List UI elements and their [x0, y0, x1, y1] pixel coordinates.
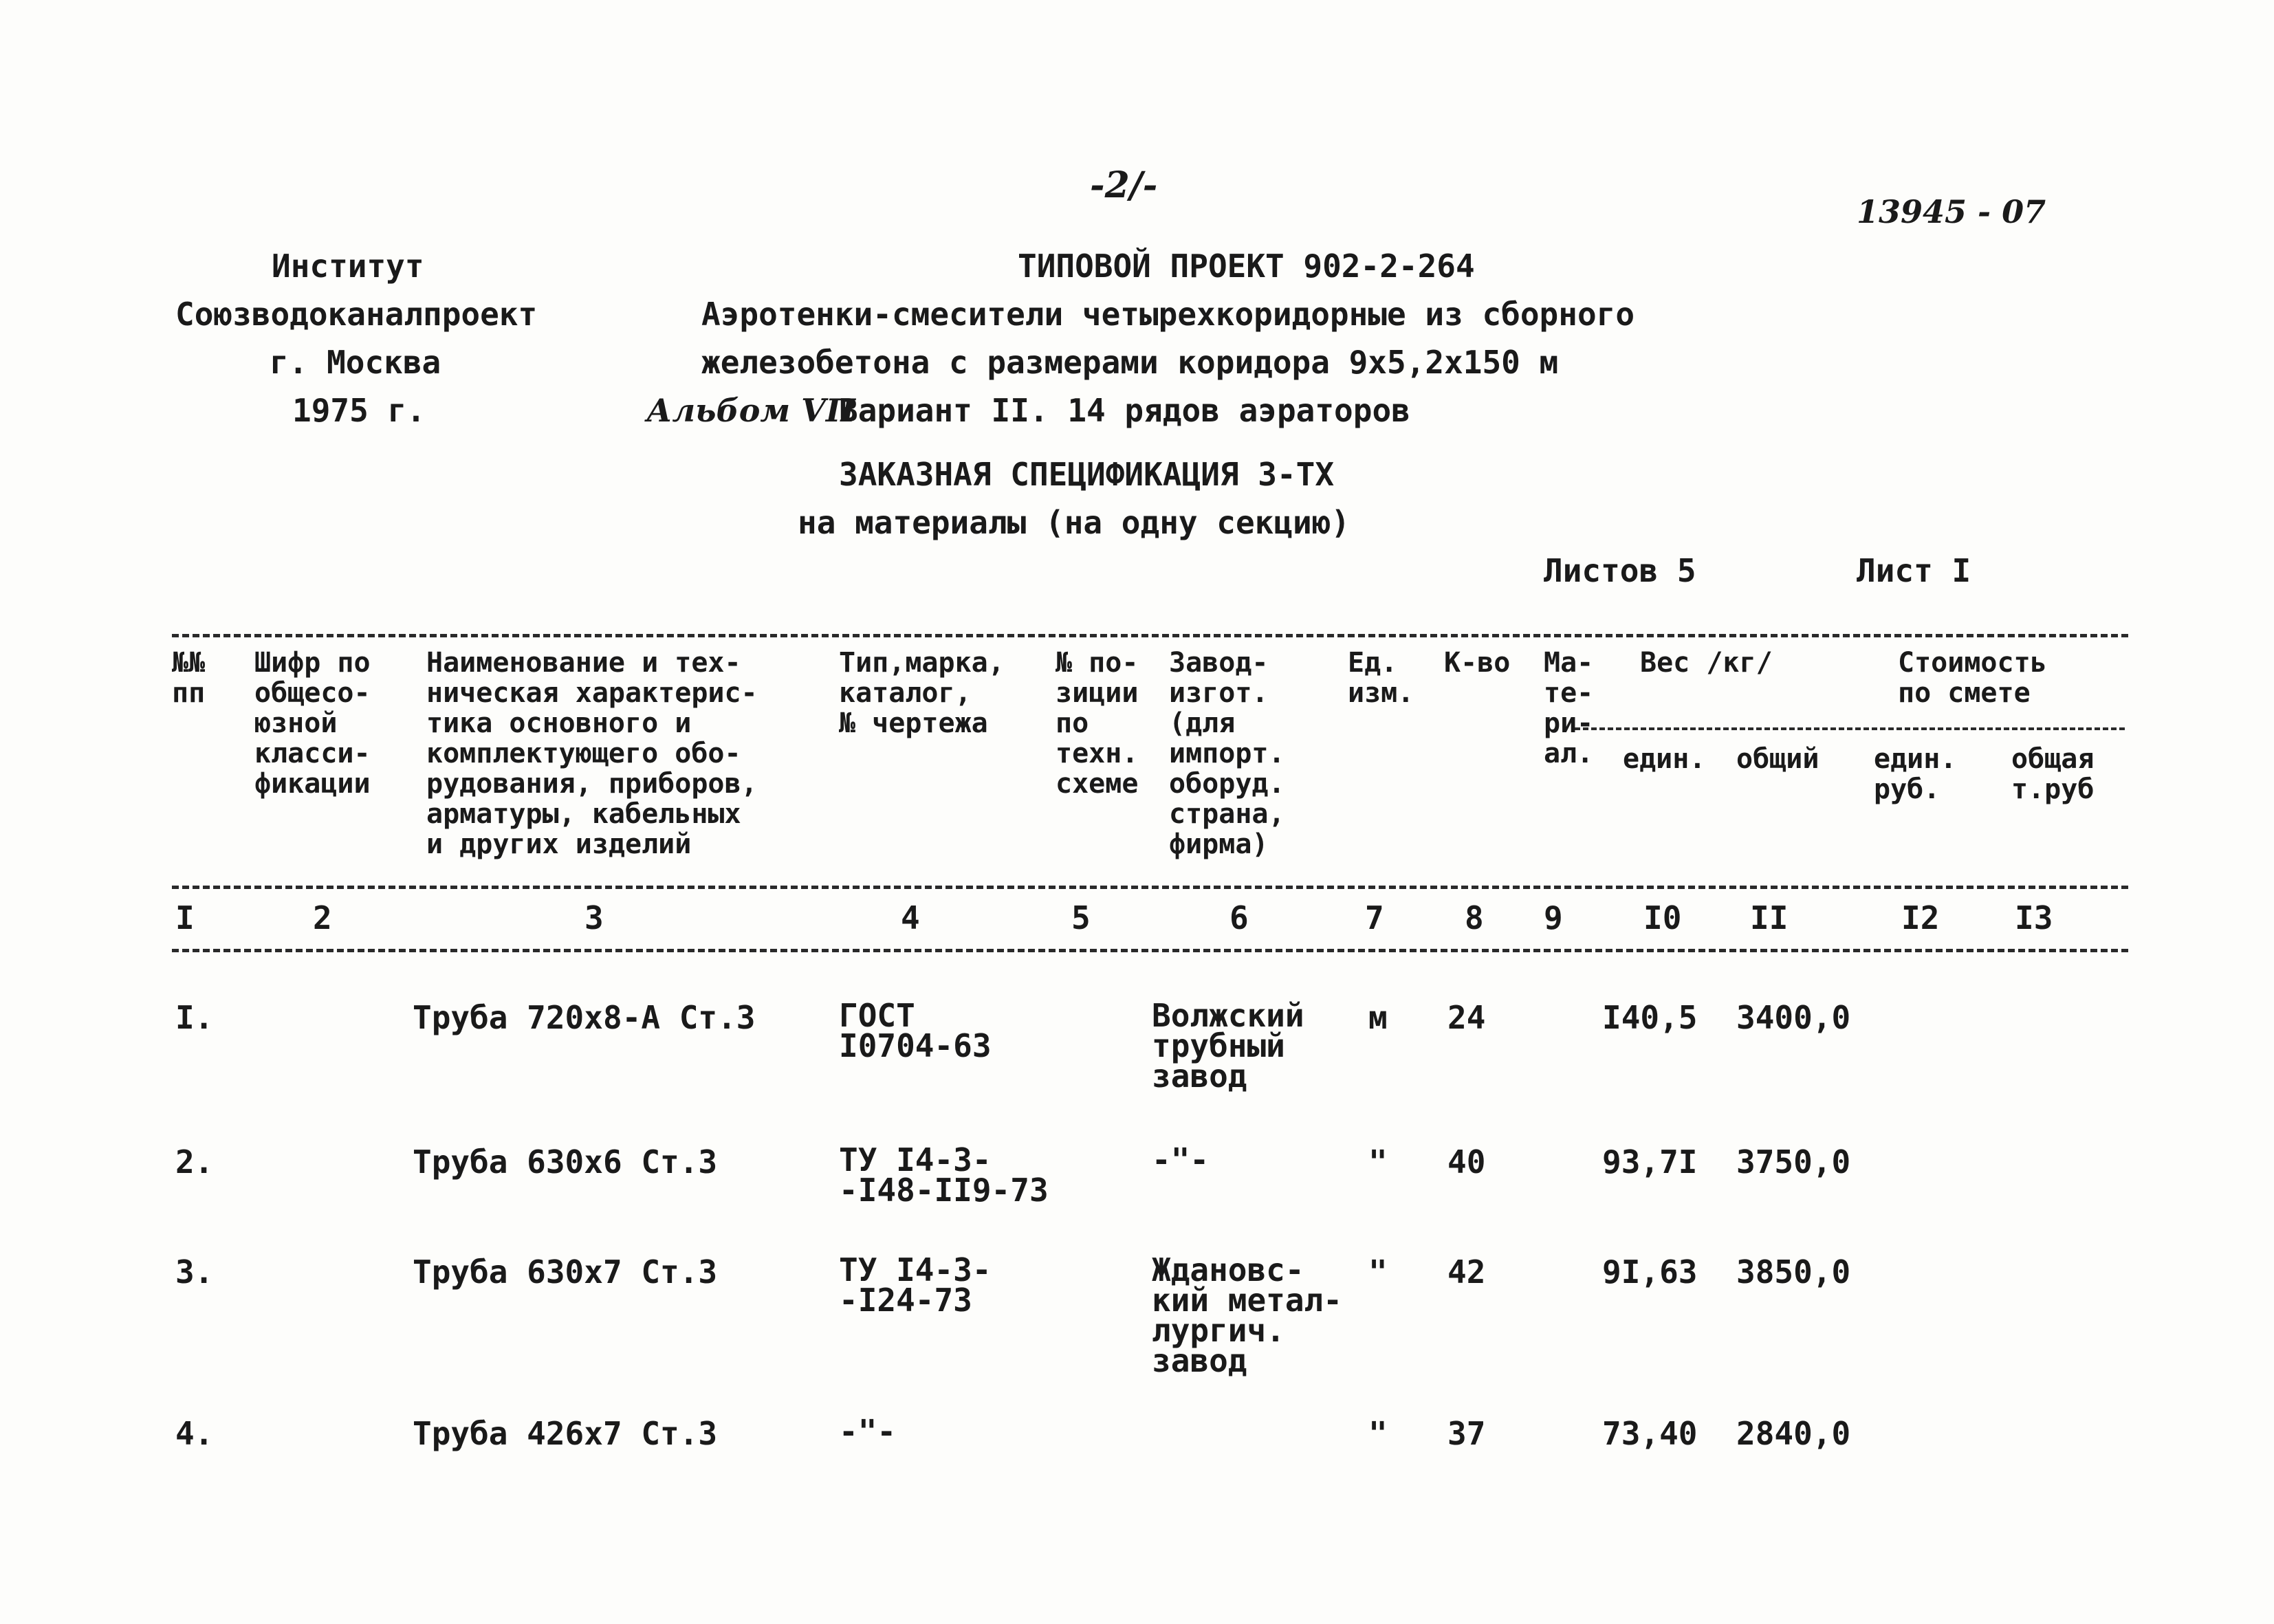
institute-city: г. Москва — [270, 344, 441, 381]
col-number-rule — [172, 949, 2128, 952]
col-number: 7 — [1365, 899, 1384, 936]
header-sub-rule — [1575, 727, 2125, 730]
header-col-6: Завод- изгот. (для импорт. оборуд. страна, фирма) — [1169, 647, 1285, 860]
col-number: 3 — [584, 899, 604, 936]
item-plant: Ждановс- кий метал- лургич. завод — [1152, 1251, 1342, 1379]
header-col-8: К-во — [1444, 647, 1511, 679]
header-cost: Стоимость по смете — [1898, 647, 2047, 709]
spec-title: ЗАКАЗНАЯ СПЕЦИФИКАЦИЯ 3-ТХ — [839, 456, 1335, 493]
header-col-7: Ед. изм. — [1348, 647, 1414, 709]
item-type: ТУ I4-3- -I48-II9-73 — [839, 1141, 1049, 1209]
row-number: 4. — [175, 1415, 214, 1452]
col-number: I2 — [1901, 899, 1940, 936]
album-label: Альбом VII — [646, 392, 855, 429]
item-quantity: 37 — [1447, 1415, 1486, 1452]
sheet-current: Лист I — [1857, 552, 1971, 589]
header-col-3: Наименование и тех- ническая характерис- тика основного и комплектующего обо- рудования, приборов, арматуры, кабельных и других изделий — [426, 647, 758, 860]
header-col-2: Шифр по общесо- юзной класси- фикации — [254, 647, 371, 800]
item-quantity: 42 — [1447, 1253, 1486, 1291]
project-description-1: Аэротенки-смесители четырехкоридорные из сборного — [701, 296, 1635, 333]
document-number: 13945 - 07 — [1857, 193, 2046, 230]
item-total-weight: 3400,0 — [1736, 999, 1851, 1036]
col-number: 6 — [1229, 899, 1249, 936]
project-variant: Вариант II. 14 рядов аэраторов — [839, 392, 1410, 429]
item-total-weight: 3750,0 — [1736, 1143, 1851, 1181]
table-top-rule — [172, 634, 2128, 637]
spec-subtitle: на материалы (на одну секцию) — [798, 504, 1351, 541]
item-quantity: 40 — [1447, 1143, 1486, 1181]
item-unit-weight: 9I,63 — [1602, 1253, 1698, 1291]
item-name: Труба 630х6 Ст.3 — [413, 1143, 718, 1181]
item-type: -"- — [839, 1413, 897, 1450]
col-number: I3 — [2015, 899, 2053, 936]
item-name: Труба 630х7 Ст.3 — [413, 1253, 718, 1291]
institute-year: 1975 г. — [292, 392, 426, 429]
item-unit-weight: 93,7I — [1602, 1143, 1698, 1181]
header-col-4: Тип,марка, каталог, № чертежа — [839, 647, 1005, 739]
col-number: I — [175, 899, 195, 936]
col-number: 9 — [1544, 899, 1563, 936]
institute-name: Союзводоканалпроект — [175, 296, 538, 333]
item-unit: м — [1368, 999, 1388, 1036]
project-description-2: железобетона с размерами коридора 9х5,2х150 м — [701, 344, 1559, 381]
item-type: ТУ I4-3- -I24-73 — [839, 1251, 992, 1319]
page-number: -2/- — [1090, 164, 1158, 206]
item-name: Труба 426х7 Ст.3 — [413, 1415, 718, 1452]
item-unit-weight: 73,40 — [1602, 1415, 1698, 1452]
header-col-11: общий — [1736, 743, 1819, 775]
item-plant: -"- — [1152, 1141, 1210, 1178]
item-unit: " — [1368, 1143, 1388, 1181]
project-code: ТИПОВОЙ ПРОЕКТ 902-2-264 — [1018, 248, 1475, 285]
col-number: I0 — [1643, 899, 1682, 936]
row-number: 3. — [175, 1253, 214, 1291]
header-col-1: №№ пп — [172, 647, 206, 709]
sheets-total: Листов 5 — [1544, 552, 1696, 589]
header-col-9: Ма- те- ри- ал. — [1544, 647, 1594, 769]
institute-label: Институт — [272, 248, 424, 285]
item-unit: " — [1368, 1253, 1388, 1291]
col-number: 4 — [901, 899, 920, 936]
item-plant: Волжский трубный завод — [1152, 997, 1304, 1095]
item-type: ГОСТ I0704-63 — [839, 997, 992, 1064]
header-col-10: един. — [1623, 743, 1706, 775]
row-number: 2. — [175, 1143, 214, 1181]
row-number: I. — [175, 999, 214, 1036]
col-number: 5 — [1071, 899, 1091, 936]
header-col-13: общая т.руб — [2011, 743, 2095, 805]
item-total-weight: 3850,0 — [1736, 1253, 1851, 1291]
col-number: 2 — [313, 899, 332, 936]
col-number: 8 — [1465, 899, 1484, 936]
item-total-weight: 2840,0 — [1736, 1415, 1851, 1452]
item-unit-weight: I40,5 — [1602, 999, 1698, 1036]
item-unit: " — [1368, 1415, 1388, 1452]
header-bottom-rule — [172, 886, 2128, 889]
item-name: Труба 720х8-А Ст.3 — [413, 999, 756, 1036]
header-col-12: един. руб. — [1874, 743, 1957, 805]
header-col-5: № по- зиции по техн. схеме — [1056, 647, 1139, 800]
item-quantity: 24 — [1447, 999, 1486, 1036]
header-weight: Вес /кг/ — [1640, 647, 1773, 679]
col-number: II — [1750, 899, 1789, 936]
